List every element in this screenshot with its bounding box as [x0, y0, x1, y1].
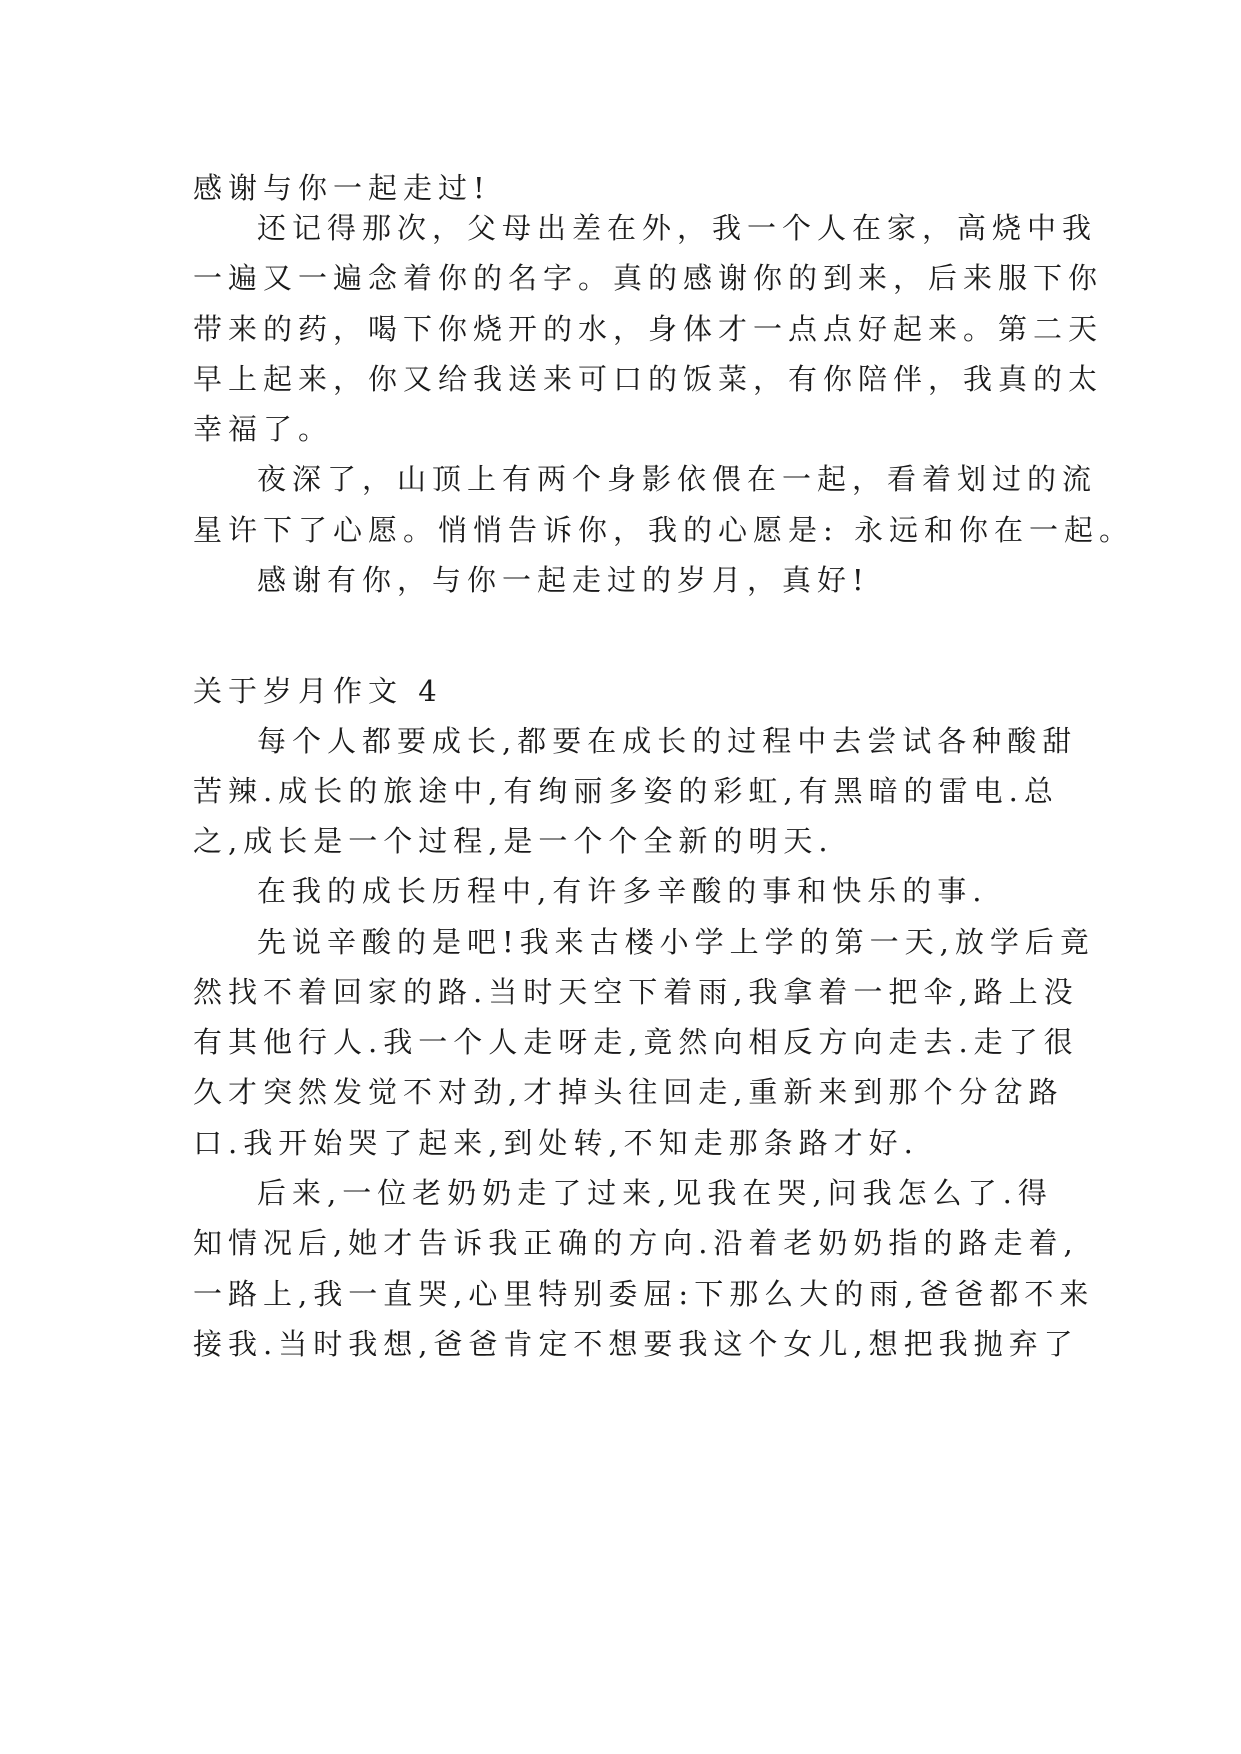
text-line: 之,成长是一个过程,是一个个全新的明天. — [193, 824, 834, 858]
text-line: 带来的药，喝下你烧开的水，身体才一点点好起来。第二天 — [193, 312, 1104, 346]
text-line: 感谢与你一起走过! — [193, 171, 491, 205]
text-line: 星许下了心愿。悄悄告诉你，我的心愿是: 永远和你在一起。 — [193, 513, 1134, 547]
text-line: 幸福了。 — [193, 412, 334, 446]
text-line: 口.我开始哭了起来,到处转,不知走那条路才好. — [193, 1126, 919, 1160]
paragraph-start-line: 在我的成长历程中,有许多辛酸的事和快乐的事. — [257, 874, 988, 908]
text-line: 然找不着回家的路.当时天空下着雨,我拿着一把伞,路上没 — [193, 975, 1079, 1009]
paragraph-start-line: 夜深了，山顶上有两个身影依偎在一起，看着划过的流 — [257, 462, 1098, 496]
text-line: 知情况后,她才告诉我正确的方向.沿着老奶奶指的路走着, — [193, 1226, 1079, 1260]
text-line: 苦辣.成长的旅途中,有绚丽多姿的彩虹,有黑暗的雷电.总 — [193, 774, 1059, 808]
paragraph-start-line: 还记得那次，父母出差在外，我一个人在家，高烧中我 — [257, 211, 1098, 245]
text-line: 接我.当时我想,爸爸肯定不想要我这个女儿,想把我抛弃了 — [193, 1327, 1079, 1361]
text-line: 久才突然发觉不对劲,才掉头往回走,重新来到那个分岔路 — [193, 1075, 1064, 1109]
paragraph-start-line: 先说辛酸的是吧!我来古楼小学上学的第一天,放学后竟 — [257, 925, 1095, 959]
text-line: 一路上,我一直哭,心里特别委屈:下那么大的雨,爸爸都不来 — [193, 1277, 1095, 1311]
paragraph-start-line: 每个人都要成长,都要在成长的过程中去尝试各种酸甜 — [257, 724, 1078, 758]
text-line: 一遍又一遍念着你的名字。真的感谢你的到来，后来服下你 — [193, 261, 1104, 295]
paragraph-start-line: 感谢有你，与你一起走过的岁月，真好! — [257, 563, 870, 597]
text-line: 早上起来，你又给我送来可口的饭菜，有你陪伴，我真的太 — [193, 362, 1104, 396]
essay-title: 关于岁月作文 4 — [193, 674, 443, 708]
paragraph-start-line: 后来,一位老奶奶走了过来,见我在哭,问我怎么了.得 — [257, 1176, 1053, 1210]
text-line: 有其他行人.我一个人走呀走,竟然向相反方向走去.走了很 — [193, 1025, 1079, 1059]
